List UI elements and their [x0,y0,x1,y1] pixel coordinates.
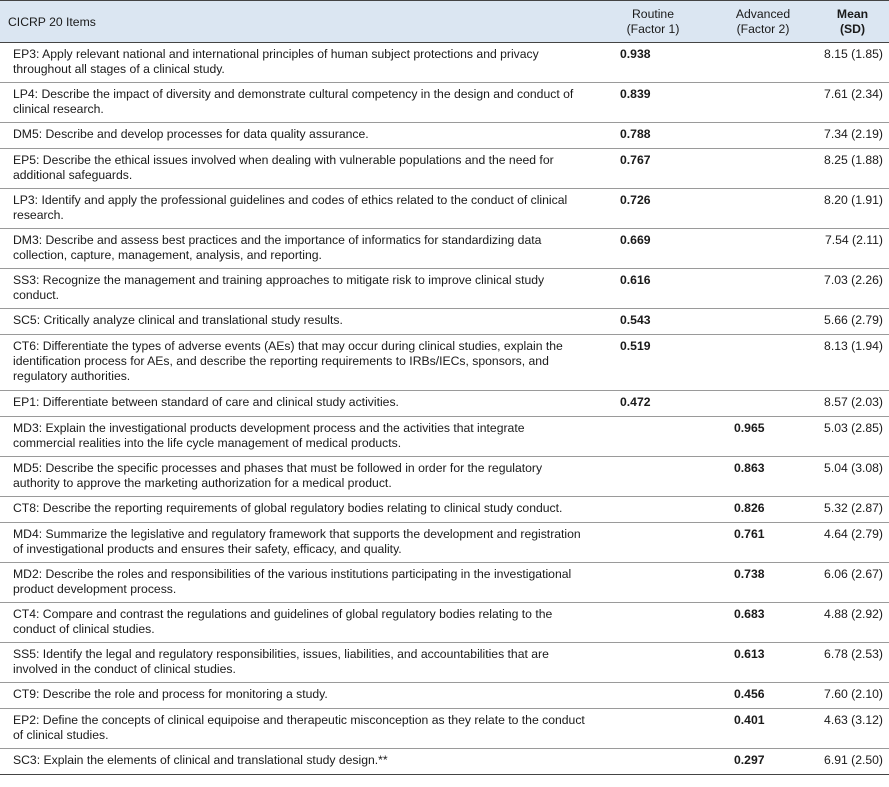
item-cell: EP3: Apply relevant national and international principles of human subject protections and privacy throughout all stages of a clinical study. [0,42,596,82]
table-row [0,708,889,748]
advanced-cell: 0.761 [710,522,816,562]
routine-cell: 0.669 [596,228,710,268]
item-cell: DM3: Describe and assess best practices and the importance of informatics for standardizing data collection, capture, management, analysis, and reporting. [0,228,596,268]
item-cell: SC5: Critically analyze clinical and translational study results. [0,308,596,334]
routine-cell [596,496,710,522]
table-row [0,642,889,682]
routine-cell [596,522,710,562]
advanced-cell [710,148,816,188]
table-row [0,42,889,82]
header-items: CICRP 20 Items [0,1,596,43]
table-row [0,456,889,496]
advanced-cell [710,228,816,268]
mean-cell: 8.13 (1.94) [816,334,889,390]
table-row [0,562,889,602]
table-row [0,122,889,148]
routine-cell [596,456,710,496]
routine-cell [596,748,710,774]
table-row [0,602,889,642]
header-routine-line2: (Factor 1) [626,22,680,37]
mean-cell: 5.66 (2.79) [816,308,889,334]
header-mean-line1: Mean [836,7,869,21]
item-cell: EP2: Define the concepts of clinical equipoise and therapeutic misconception as they relate to the conduct of clinical studies. [0,708,596,748]
routine-cell: 0.543 [596,308,710,334]
table-row [0,228,889,268]
header-mean-line2: (SD) [839,22,866,37]
routine-cell: 0.519 [596,334,710,390]
item-cell: LP3: Identify and apply the professional guidelines and codes of ethics related to the conduct of clinical research. [0,188,596,228]
advanced-cell [710,122,816,148]
item-cell: CT8: Describe the reporting requirements of global regulatory bodies relating to clinical study conduct. [0,496,596,522]
table-row [0,148,889,188]
routine-cell: 0.788 [596,122,710,148]
advanced-cell: 0.683 [710,602,816,642]
mean-cell: 7.61 (2.34) [816,82,889,122]
advanced-cell: 0.401 [710,708,816,748]
mean-cell: 7.54 (2.11) [816,228,889,268]
advanced-cell [710,390,816,416]
item-cell: EP1: Differentiate between standard of care and clinical study activities. [0,390,596,416]
advanced-cell: 0.738 [710,562,816,602]
header-routine-line1: Routine [631,7,674,21]
advanced-cell [710,42,816,82]
item-cell: SS5: Identify the legal and regulatory responsibilities, issues, liabilities, and accountabilities that are involved in the conduct of clinical studies. [0,642,596,682]
mean-cell: 8.25 (1.88) [816,148,889,188]
advanced-cell [710,268,816,308]
routine-cell: 0.839 [596,82,710,122]
routine-cell [596,708,710,748]
item-cell: MD2: Describe the roles and responsibilities of the various institutions participating in the investigational product development process. [0,562,596,602]
table-row [0,334,889,390]
routine-cell [596,416,710,456]
header-routine [596,1,710,43]
routine-cell: 0.616 [596,268,710,308]
advanced-cell [710,334,816,390]
advanced-cell [710,188,816,228]
advanced-cell [710,82,816,122]
item-cell: MD3: Explain the investigational products development process and the activities that integrate commercial realities into the life cycle management of medical products. [0,416,596,456]
mean-cell: 7.03 (2.26) [816,268,889,308]
routine-cell: 0.726 [596,188,710,228]
item-cell: CT6: Differentiate the types of adverse events (AEs) that may occur during clinical studies, explain the identification process for AEs, and describe the reporting requirements to IRBs/IECs, sponsors, and regulatory authorities. [0,334,596,390]
table-row [0,390,889,416]
routine-cell: 0.767 [596,148,710,188]
table-row [0,496,889,522]
mean-cell: 6.78 (2.53) [816,642,889,682]
routine-cell [596,642,710,682]
advanced-cell: 0.613 [710,642,816,682]
header-mean [816,1,889,43]
table-row [0,188,889,228]
advanced-cell: 0.863 [710,456,816,496]
header-row [0,1,889,43]
mean-cell: 7.60 (2.10) [816,682,889,708]
routine-cell: 0.938 [596,42,710,82]
mean-cell: 4.63 (3.12) [816,708,889,748]
item-cell: LP4: Describe the impact of diversity and demonstrate cultural competency in the design and conduct of clinical research. [0,82,596,122]
advanced-cell: 0.297 [710,748,816,774]
routine-cell: 0.472 [596,390,710,416]
advanced-cell: 0.456 [710,682,816,708]
mean-cell: 8.57 (2.03) [816,390,889,416]
table-row [0,522,889,562]
advanced-cell: 0.965 [710,416,816,456]
table-row [0,268,889,308]
item-cell: CT4: Compare and contrast the regulations and guidelines of global regulatory bodies relating to the conduct of clinical studies. [0,602,596,642]
item-cell: MD4: Summarize the legislative and regulatory framework that supports the development and registration of investigational products and ensures their safety, efficacy, and quality. [0,522,596,562]
header-advanced-line2: (Factor 2) [736,22,790,37]
routine-cell [596,602,710,642]
mean-cell: 5.32 (2.87) [816,496,889,522]
item-cell: SS3: Recognize the management and training approaches to mitigate risk to improve clinical study conduct. [0,268,596,308]
advanced-cell: 0.826 [710,496,816,522]
table-row [0,682,889,708]
mean-cell: 6.06 (2.67) [816,562,889,602]
table-row [0,748,889,774]
mean-cell: 4.88 (2.92) [816,602,889,642]
advanced-cell [710,308,816,334]
table-row [0,308,889,334]
mean-cell: 6.91 (2.50) [816,748,889,774]
routine-cell [596,562,710,602]
item-cell: EP5: Describe the ethical issues involved when dealing with vulnerable populations and the need for additional safeguards. [0,148,596,188]
mean-cell: 5.03 (2.85) [816,416,889,456]
routine-cell [596,682,710,708]
item-cell: MD5: Describe the specific processes and phases that must be followed in order for the regulatory authority to approve the marketing authorization for a medical product. [0,456,596,496]
table-row [0,416,889,456]
table-row [0,82,889,122]
mean-cell: 7.34 (2.19) [816,122,889,148]
header-advanced-line1: Advanced [735,7,791,21]
mean-cell: 8.15 (1.85) [816,42,889,82]
item-cell: DM5: Describe and develop processes for data quality assurance. [0,122,596,148]
header-advanced [710,1,816,43]
item-cell: CT9: Describe the role and process for monitoring a study. [0,682,596,708]
item-cell: SC3: Explain the elements of clinical and translational study design.** [0,748,596,774]
mean-cell: 8.20 (1.91) [816,188,889,228]
mean-cell: 4.64 (2.79) [816,522,889,562]
mean-cell: 5.04 (3.08) [816,456,889,496]
